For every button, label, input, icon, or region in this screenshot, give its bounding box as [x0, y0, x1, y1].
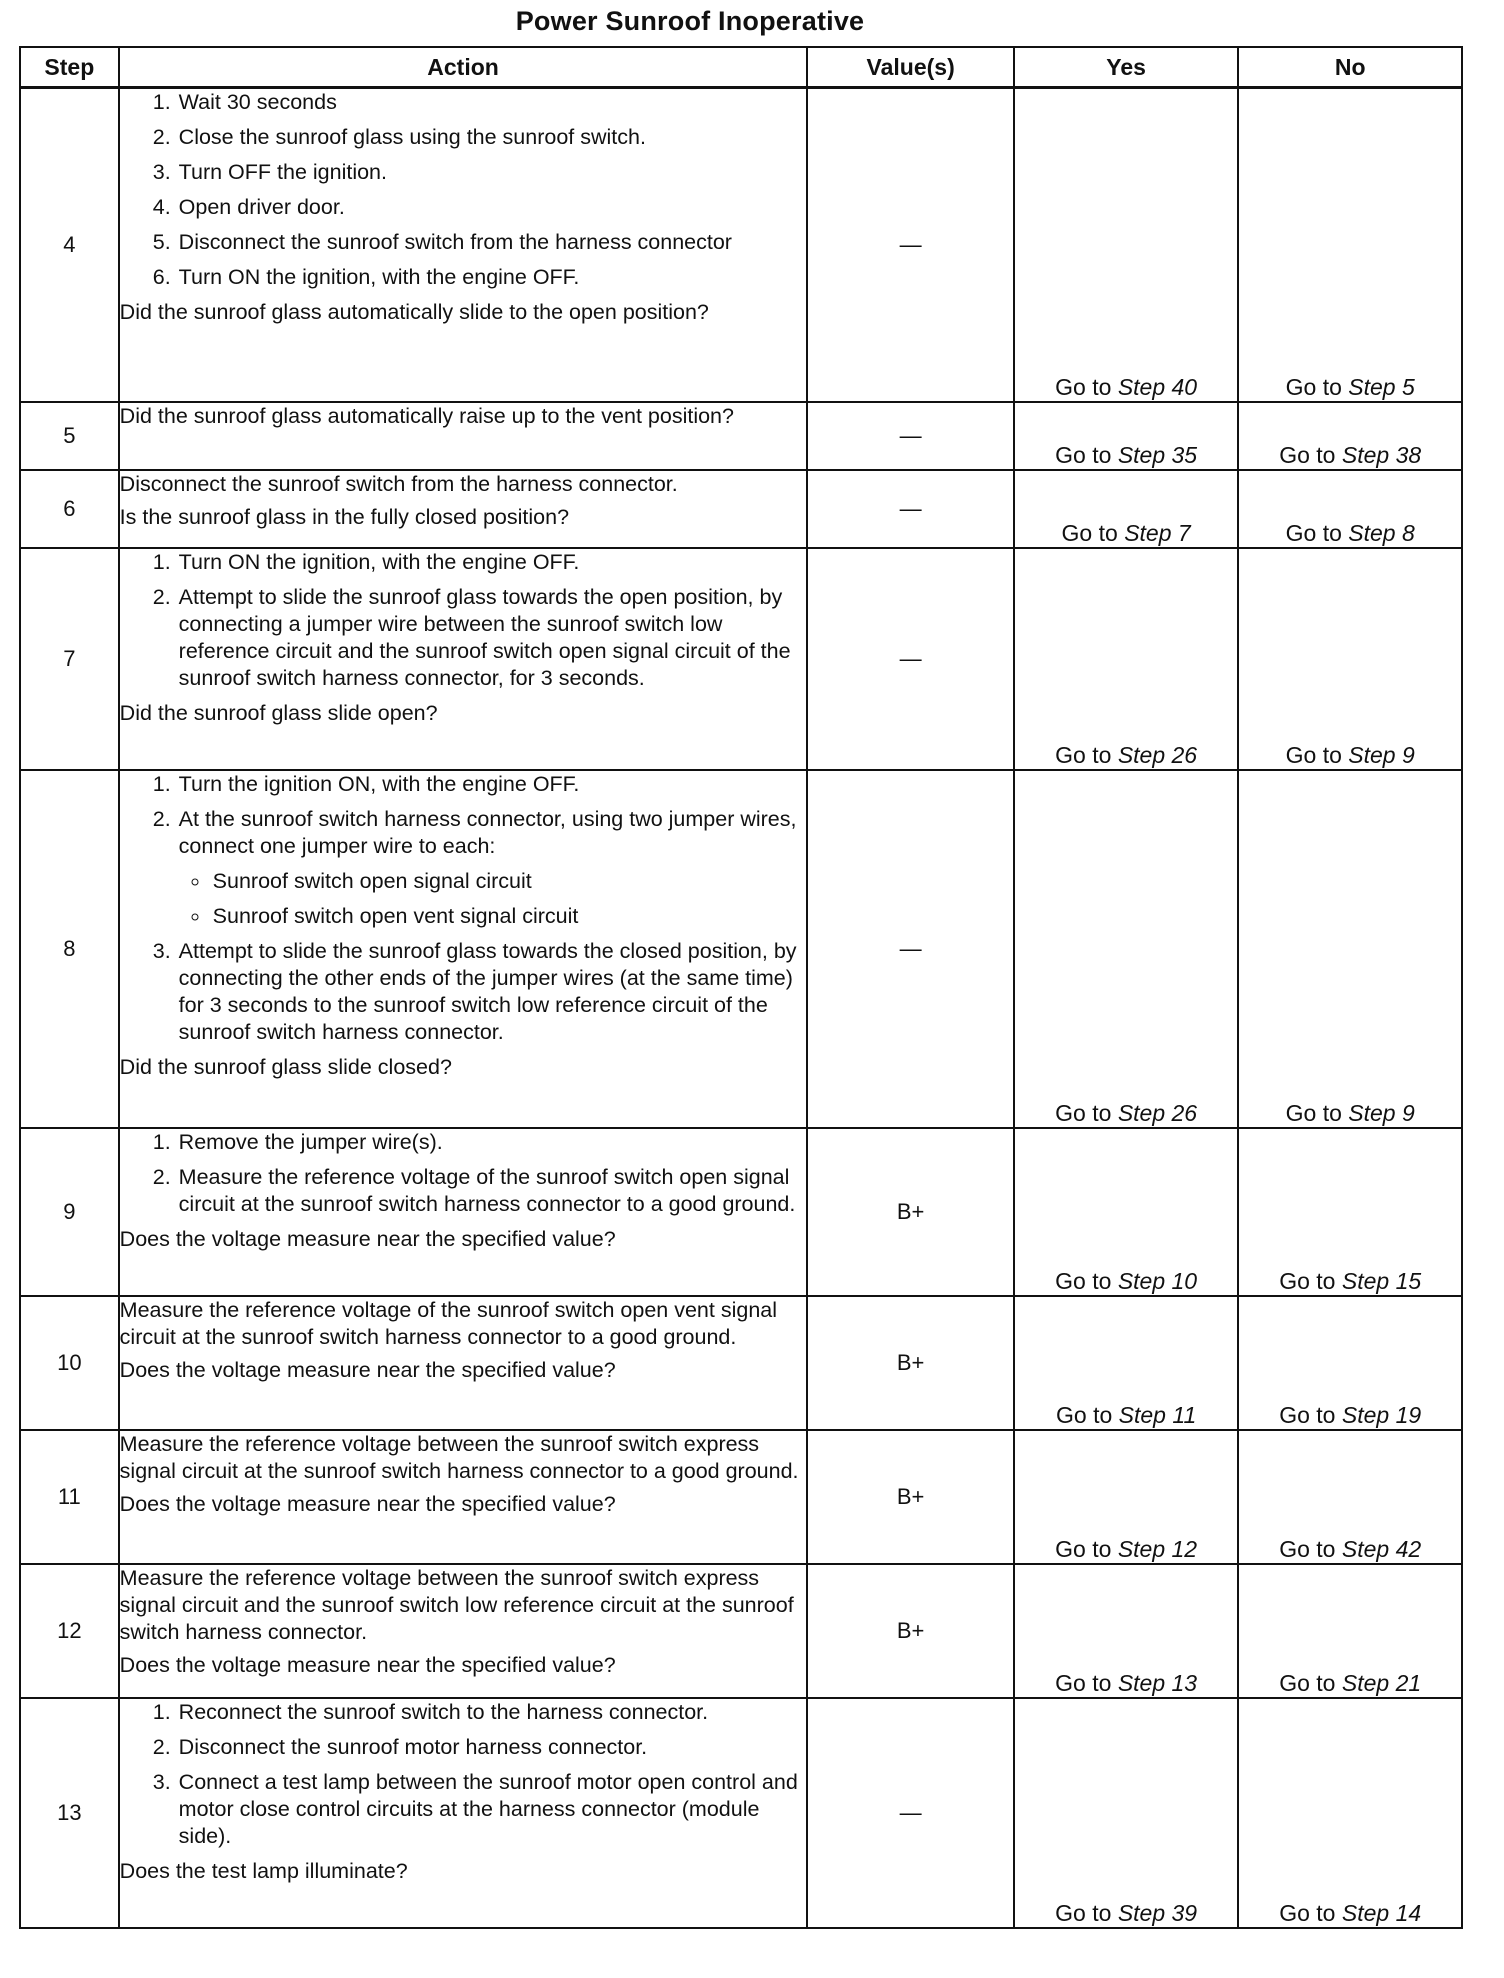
question-text: Did the sunroof glass slide open?	[119, 700, 438, 725]
yes-step-link[interactable]: Step 26	[1117, 741, 1198, 768]
goto-label: Go to	[1279, 1669, 1336, 1696]
action-text: Measure the reference voltage between the sunroof switch express signal circuit at the sunroof switch harness connector to a good ground.	[119, 1431, 799, 1483]
yes-cell	[1014, 1698, 1239, 1928]
yes-step-link[interactable]: Step 7	[1124, 519, 1191, 546]
no-cell	[1238, 1564, 1462, 1698]
action-list	[120, 549, 807, 692]
step-number: 12	[20, 1564, 119, 1698]
action-cell	[119, 1698, 808, 1928]
action-cell	[119, 770, 808, 1128]
value-cell: B+	[807, 1564, 1013, 1698]
action-cell	[119, 1564, 808, 1698]
yes-step-link[interactable]: Step 13	[1117, 1669, 1198, 1696]
question-text: Does the voltage measure near the specified value?	[119, 1652, 616, 1677]
page-title: Power Sunroof Inoperative	[515, 6, 865, 36]
no-cell	[1238, 1128, 1462, 1296]
action-cell	[119, 1296, 808, 1430]
question-text: Does the voltage measure near the specified value?	[119, 1357, 616, 1382]
step-number: 5	[20, 402, 119, 470]
action-text: Measure the reference voltage between the sunroof switch express signal circuit and the sunroof switch low reference circuit at the sunroof switch harness connector.	[119, 1565, 794, 1644]
yes-step-link[interactable]: Step 40	[1117, 373, 1198, 400]
no-step-link[interactable]: Step 15	[1341, 1267, 1422, 1294]
value-cell: —	[807, 548, 1013, 770]
table-row	[20, 470, 1462, 548]
step-number: 6	[20, 470, 119, 548]
step-number: 7	[20, 548, 119, 770]
goto-label: Go to	[1055, 1099, 1112, 1126]
action-list	[120, 1699, 807, 1850]
step-number: 9	[20, 1128, 119, 1296]
no-step-link[interactable]: Step 9	[1348, 1099, 1415, 1126]
yes-cell	[1014, 770, 1239, 1128]
diagnostic-table	[19, 46, 1463, 1929]
bullet-item: ◦ Sunroof switch open vent signal circuit	[211, 903, 807, 930]
list-item: 2. Measure the reference voltage of the sunroof switch open signal circuit at the sunroof switch harness connector to a good ground.	[177, 1164, 807, 1218]
no-cell	[1238, 1296, 1462, 1430]
list-item: 3. Turn OFF the ignition.	[177, 159, 807, 186]
action-text: Measure the reference voltage of the sunroof switch open vent signal circuit at the sunroof switch harness connector to a good ground.	[119, 1297, 778, 1349]
question-text: Is the sunroof glass in the fully closed position?	[119, 504, 570, 529]
value-cell: B+	[807, 1128, 1013, 1296]
step-number: 10	[20, 1296, 119, 1430]
list-item: 2. Attempt to slide the sunroof glass towards the open position, by connecting a jumper wire between the sunroof switch low reference circuit and the sunroof switch open signal circuit of the sunroof switch harness connector, for 3 seconds.	[177, 584, 807, 692]
table-row	[20, 1564, 1462, 1698]
goto-label: Go to	[1055, 1899, 1112, 1926]
action-cell	[119, 402, 808, 470]
goto-label: Go to	[1279, 1899, 1336, 1926]
goto-label: Go to	[1279, 1535, 1336, 1562]
list-item: 1. Turn ON the ignition, with the engine OFF.	[177, 549, 807, 576]
action-cell	[119, 1128, 808, 1296]
action-cell	[119, 1430, 808, 1564]
no-cell	[1238, 770, 1462, 1128]
goto-label: Go to	[1279, 441, 1336, 468]
value-cell: B+	[807, 1430, 1013, 1564]
yes-cell	[1014, 402, 1239, 470]
goto-label: Go to	[1279, 1267, 1336, 1294]
value-cell: —	[807, 1698, 1013, 1928]
action-list	[120, 771, 807, 1046]
value-cell: —	[807, 770, 1013, 1128]
goto-label: Go to	[1061, 519, 1118, 546]
goto-label: Go to	[1285, 1099, 1342, 1126]
value-cell: B+	[807, 1296, 1013, 1430]
list-item-text: At the sunroof switch harness connector, using two jumper wires, connect one jumper wire to each:	[178, 806, 797, 858]
action-cell	[119, 470, 808, 548]
bullet-list	[179, 868, 807, 930]
yes-cell	[1014, 470, 1239, 548]
no-cell	[1238, 1698, 1462, 1928]
goto-label: Go to	[1285, 519, 1342, 546]
question-text: Does the test lamp illuminate?	[119, 1858, 408, 1883]
goto-label: Go to	[1055, 373, 1112, 400]
table-row	[20, 402, 1462, 470]
no-cell	[1238, 548, 1462, 770]
list-item: 1. Remove the jumper wire(s).	[177, 1129, 807, 1156]
no-step-link[interactable]: Step 42	[1341, 1535, 1422, 1562]
value-cell: —	[807, 88, 1013, 402]
step-number: 13	[20, 1698, 119, 1928]
value-cell: —	[807, 402, 1013, 470]
header-no: No	[1238, 47, 1462, 88]
yes-step-link[interactable]: Step 26	[1117, 1099, 1198, 1126]
table-row	[20, 770, 1462, 1128]
header-action: Action	[119, 47, 808, 88]
question-text: Did the sunroof glass slide closed?	[119, 1054, 452, 1079]
no-cell	[1238, 88, 1462, 402]
no-step-link[interactable]: Step 8	[1348, 519, 1415, 546]
header-yes: Yes	[1014, 47, 1239, 88]
action-cell	[119, 88, 808, 402]
list-item: 4. Open driver door.	[177, 194, 807, 221]
yes-cell	[1014, 1128, 1239, 1296]
goto-label: Go to	[1055, 1267, 1112, 1294]
action-cell	[119, 548, 808, 770]
goto-label: Go to	[1055, 441, 1112, 468]
table-row	[20, 1128, 1462, 1296]
list-item: 5. Disconnect the sunroof switch from the harness connector	[177, 229, 807, 256]
question-text: Does the voltage measure near the specified value?	[119, 1226, 616, 1251]
no-cell	[1238, 470, 1462, 548]
table-row	[20, 1430, 1462, 1564]
yes-cell	[1014, 1564, 1239, 1698]
yes-cell	[1014, 1296, 1239, 1430]
yes-step-link[interactable]: Step 10	[1117, 1267, 1198, 1294]
action-list	[120, 1129, 807, 1218]
question-text: Did the sunroof glass automatically slide to the open position?	[119, 300, 709, 324]
goto-label: Go to	[1056, 1401, 1113, 1428]
goto-label: Go to	[1285, 741, 1342, 768]
action-list	[120, 89, 807, 291]
no-step-link[interactable]: Step 5	[1348, 373, 1415, 400]
bullet-item: ◦ Sunroof switch open signal circuit	[211, 868, 807, 895]
yes-step-link[interactable]: Step 35	[1117, 441, 1198, 468]
yes-cell	[1014, 548, 1239, 770]
question-text: Does the voltage measure near the specified value?	[119, 1491, 616, 1516]
list-item: 6. Turn ON the ignition, with the engine OFF.	[177, 264, 807, 291]
value-cell: —	[807, 470, 1013, 548]
question-text: Did the sunroof glass automatically raise up to the vent position?	[119, 403, 734, 428]
yes-cell	[1014, 1430, 1239, 1564]
table-row	[20, 548, 1462, 770]
table-row	[20, 88, 1462, 402]
yes-cell	[1014, 88, 1239, 402]
no-step-link[interactable]: Step 9	[1348, 741, 1415, 768]
list-item: 3. Attempt to slide the sunroof glass towards the closed position, by connecting the other ends of the jumper wires (at the same time) for 3 seconds to the sunroof switch low reference circuit of the sunroof switch harness connector.	[177, 938, 807, 1046]
list-item: 3. Connect a test lamp between the sunroof motor open control and motor close control circuits at the harness connector (module side).	[177, 1769, 807, 1850]
step-number: 4	[20, 88, 119, 402]
list-item: 1. Wait 30 seconds	[177, 89, 807, 116]
no-step-link[interactable]: Step 38	[1341, 441, 1422, 468]
list-item: 2. Disconnect the sunroof motor harness connector.	[177, 1734, 807, 1761]
yes-step-link[interactable]: Step 12	[1117, 1535, 1198, 1562]
action-text: Disconnect the sunroof switch from the harness connector.	[119, 471, 678, 496]
no-step-link[interactable]: Step 21	[1341, 1669, 1422, 1696]
header-row	[20, 47, 1462, 88]
goto-label: Go to	[1055, 1669, 1112, 1696]
table-row	[20, 1698, 1462, 1928]
goto-label: Go to	[1279, 1401, 1336, 1428]
step-number: 11	[20, 1430, 119, 1564]
no-cell	[1238, 402, 1462, 470]
step-number: 8	[20, 770, 119, 1128]
list-item	[177, 806, 807, 930]
goto-label: Go to	[1055, 1535, 1112, 1562]
goto-label: Go to	[1055, 741, 1112, 768]
header-values: Value(s)	[807, 47, 1013, 88]
header-step: Step	[20, 47, 119, 88]
list-item: 2. Close the sunroof glass using the sunroof switch.	[177, 124, 807, 151]
yes-step-link[interactable]: Step 11	[1118, 1401, 1197, 1428]
goto-label: Go to	[1285, 373, 1342, 400]
table-row	[20, 1296, 1462, 1430]
no-cell	[1238, 1430, 1462, 1564]
list-item: 1. Turn the ignition ON, with the engine OFF.	[177, 771, 807, 798]
yes-step-link[interactable]: Step 39	[1117, 1899, 1198, 1926]
no-step-link[interactable]: Step 14	[1341, 1899, 1422, 1926]
no-step-link[interactable]: Step 19	[1341, 1401, 1422, 1428]
list-item: 1. Reconnect the sunroof switch to the harness connector.	[177, 1699, 807, 1726]
